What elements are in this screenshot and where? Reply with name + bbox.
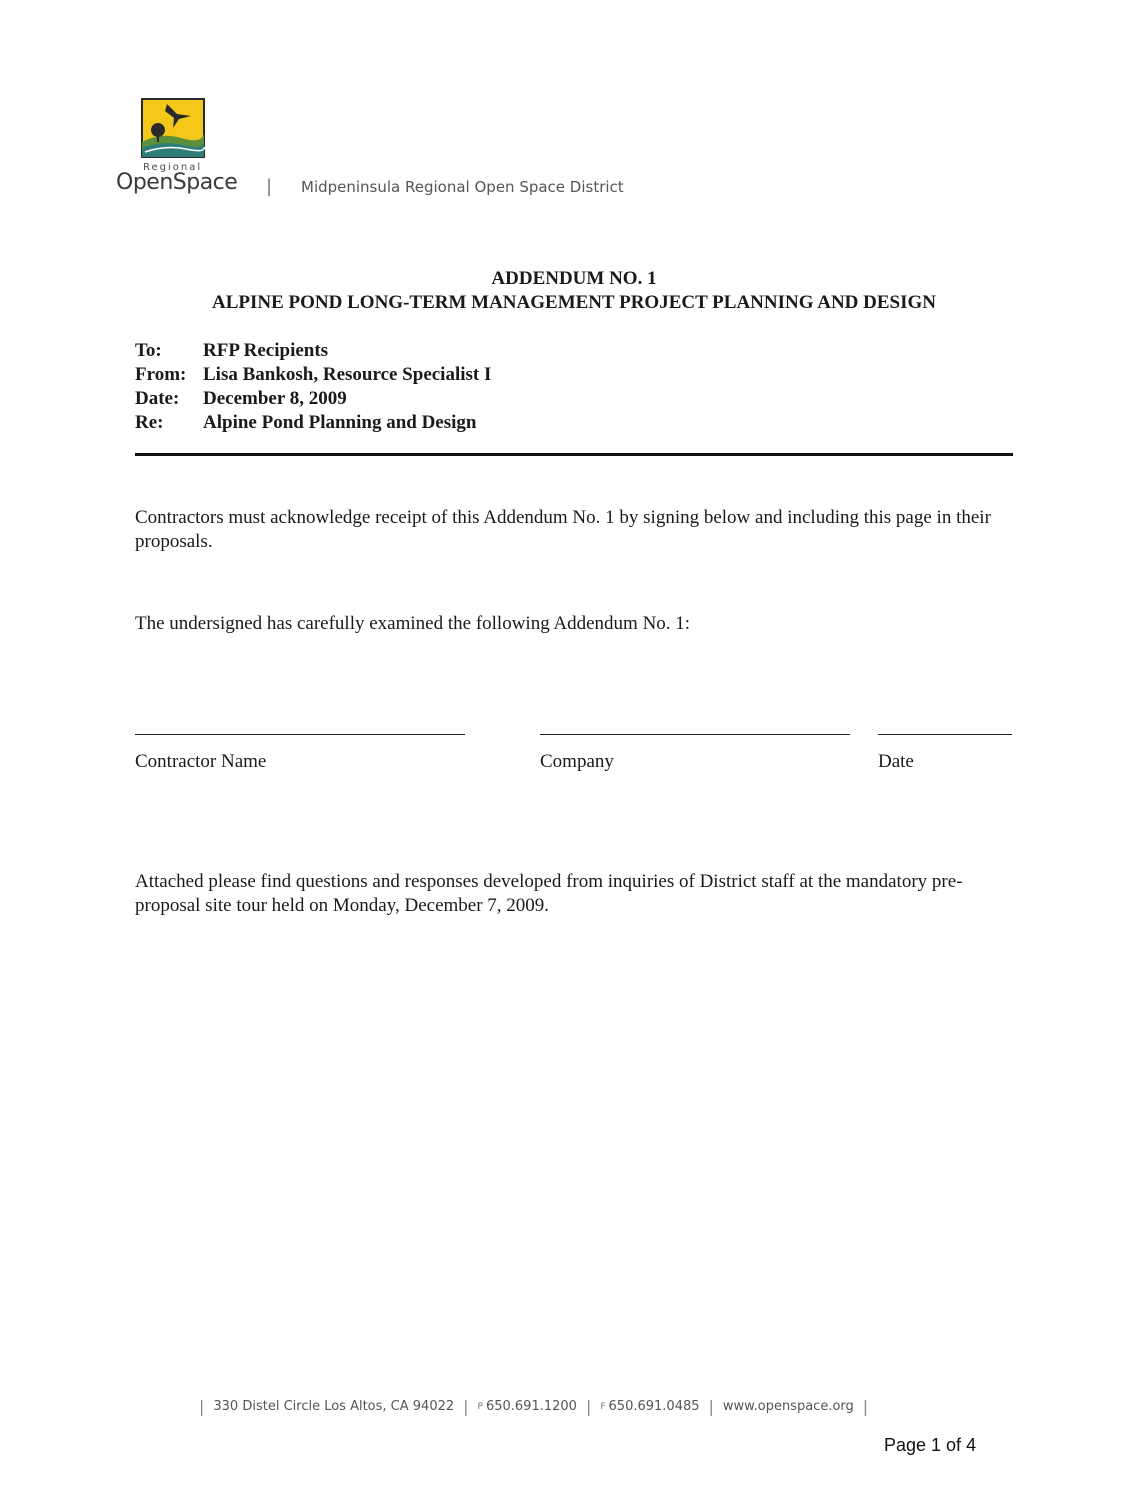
document-title: ADDENDUM NO. 1 — [491, 268, 657, 289]
footer-separator: | — [585, 1397, 592, 1416]
document-subtitle: ALPINE POND LONG-TERM MANAGEMENT PROJECT PLANNING AND DESIGN — [212, 292, 936, 313]
footer-separator: | — [708, 1397, 714, 1416]
footer-separator: | — [862, 1397, 869, 1416]
memo-label: Re: — [135, 412, 164, 433]
memo-value: Alpine Pond Planning and Design — [203, 412, 477, 433]
memo-from-row — [135, 363, 491, 387]
contractor-name-signature-line — [135, 734, 465, 735]
footer-contact-bar — [190, 1397, 877, 1416]
memo-label: Date: — [135, 388, 180, 409]
fax-prefix: F — [600, 1401, 606, 1412]
header-separator: | — [266, 176, 273, 197]
footer-fax: 650.691.0485 — [608, 1399, 700, 1414]
date-signature-line — [878, 734, 1012, 735]
company-signature-line — [540, 734, 850, 735]
horizontal-divider — [135, 453, 1013, 456]
phone-prefix: P — [477, 1401, 483, 1412]
memo-block — [135, 339, 491, 435]
openspace-logo-icon — [141, 98, 205, 158]
memo-label: From: — [135, 364, 187, 385]
district-name: Midpeninsula Regional Open Space District — [301, 178, 624, 196]
memo-value: RFP Recipients — [203, 340, 329, 361]
memo-label: To: — [135, 340, 162, 361]
footer-separator: | — [199, 1397, 205, 1416]
memo-re-row — [135, 411, 491, 435]
footer-phone: 650.691.1200 — [485, 1399, 577, 1414]
memo-to-row — [135, 339, 491, 363]
memo-date-row — [135, 387, 491, 411]
examination-statement: The undersigned has carefully examined the following Addendum No. 1: — [135, 613, 691, 634]
footer-separator: | — [463, 1397, 469, 1416]
memo-value: December 8, 2009 — [203, 388, 347, 409]
acknowledgement-paragraph: Contractors must acknowledge receipt of this Addendum No. 1 by signing below and including this page in their proposals. — [135, 507, 991, 552]
logo-openspace-text: OpenSpace — [116, 170, 238, 195]
logo-regional-text: Regional — [143, 162, 203, 173]
footer-address: 330 Distel Circle Los Altos, CA 94022 — [213, 1399, 455, 1414]
company-label: Company — [540, 751, 614, 772]
attachment-paragraph: Attached please find questions and responses developed from inquiries of District staff at the mandatory pre-proposal site tour held on Monday, December 7, 2009. — [135, 871, 963, 916]
contractor-name-label: Contractor Name — [135, 751, 267, 772]
footer-website: www.openspace.org — [722, 1399, 854, 1414]
memo-value: Lisa Bankosh, Resource Specialist I — [203, 364, 492, 385]
page-number: Page 1 of 4 — [884, 1435, 977, 1455]
date-label: Date — [878, 751, 914, 772]
